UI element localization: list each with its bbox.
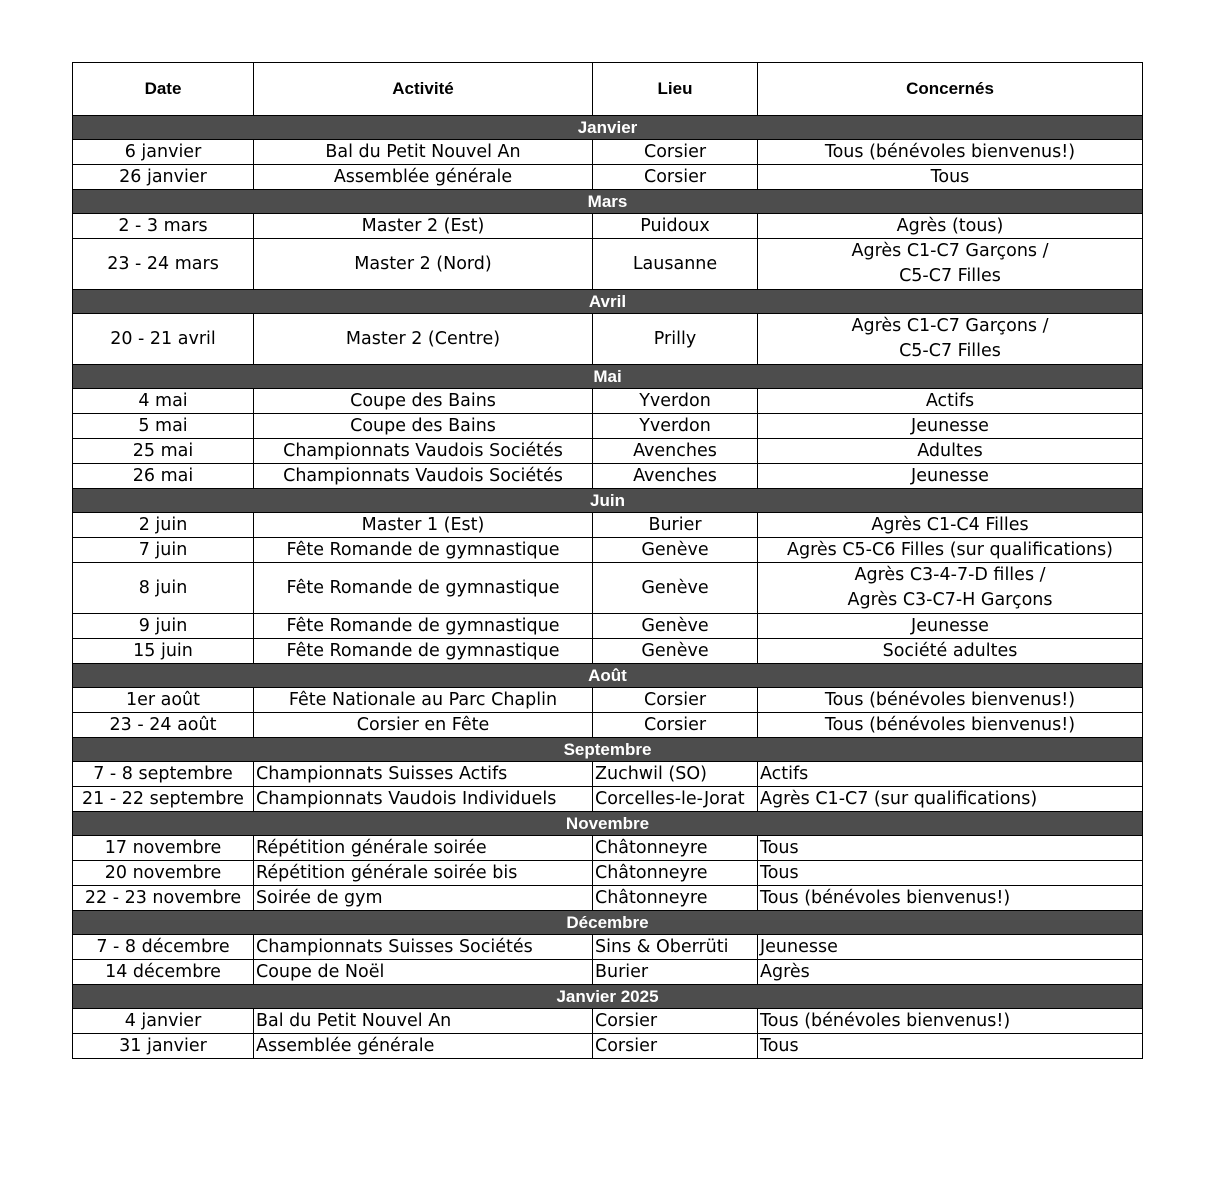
cell-date: 20 - 21 avril <box>73 314 254 365</box>
cell-concernes <box>758 861 1143 886</box>
month-label: Août <box>73 664 1143 688</box>
cell-activite: Master 2 (Est) <box>254 214 593 239</box>
cell-activite: Bal du Petit Nouvel An <box>254 1009 593 1034</box>
table-row <box>73 538 1143 563</box>
cell-date: 25 mai <box>73 439 254 464</box>
cell-date: 26 janvier <box>73 165 254 190</box>
schedule-body <box>73 116 1143 1059</box>
cell-lieu: Avenches <box>593 464 758 489</box>
concernes-line: Agrès (tous) <box>896 216 1004 236</box>
concernes-line: Tous (bénévoles bienvenus!) <box>760 1011 1011 1031</box>
cell-date: 1er août <box>73 688 254 713</box>
cell-concernes <box>758 538 1143 563</box>
concernes-line: Tous (bénévoles bienvenus!) <box>824 142 1076 162</box>
cell-concernes <box>758 960 1143 985</box>
month-header-row <box>73 365 1143 389</box>
cell-activite: Bal du Petit Nouvel An <box>254 140 593 165</box>
cell-concernes <box>758 439 1143 464</box>
cell-activite: Championnats Vaudois Sociétés <box>254 464 593 489</box>
cell-concernes <box>758 214 1143 239</box>
concernes-line: Actifs <box>760 764 809 784</box>
cell-date: 21 - 22 septembre <box>73 787 254 812</box>
header-concernes: Concernés <box>758 63 1143 116</box>
concernes-line: C5-C7 Filles <box>899 266 1001 286</box>
month-label: Juin <box>73 489 1143 513</box>
cell-date: 8 juin <box>73 563 254 614</box>
concernes-line: Agrès C1-C4 Filles <box>871 515 1029 535</box>
cell-lieu: Sins & Oberrüti <box>593 935 758 960</box>
concernes-line: Agrès <box>760 962 810 982</box>
cell-concernes <box>758 563 1143 614</box>
cell-activite: Fête Nationale au Parc Chaplin <box>254 688 593 713</box>
month-header-row <box>73 738 1143 762</box>
table-row <box>73 787 1143 812</box>
cell-lieu: Avenches <box>593 439 758 464</box>
cell-concernes <box>758 688 1143 713</box>
cell-activite: Assemblée générale <box>254 1034 593 1059</box>
concernes-line: Tous (bénévoles bienvenus!) <box>824 715 1076 735</box>
cell-concernes <box>758 140 1143 165</box>
cell-date: 17 novembre <box>73 836 254 861</box>
concernes-line: C5-C7 Filles <box>899 341 1001 361</box>
month-header-row <box>73 290 1143 314</box>
concernes-line: Société adultes <box>882 641 1018 661</box>
cell-date: 31 janvier <box>73 1034 254 1059</box>
cell-date: 5 mai <box>73 414 254 439</box>
table-row <box>73 762 1143 787</box>
cell-lieu: Genève <box>593 639 758 664</box>
month-label: Septembre <box>73 738 1143 762</box>
concernes-line: Jeunesse <box>911 616 989 636</box>
cell-concernes <box>758 762 1143 787</box>
table-row <box>73 713 1143 738</box>
concernes-line: Adultes <box>917 441 983 461</box>
table-row <box>73 836 1143 861</box>
month-label: Avril <box>73 290 1143 314</box>
cell-lieu: Châtonneyre <box>593 836 758 861</box>
cell-lieu: Genève <box>593 563 758 614</box>
table-row <box>73 140 1143 165</box>
header-lieu: Lieu <box>593 63 758 116</box>
cell-activite: Championnats Suisses Sociétés <box>254 935 593 960</box>
table-row <box>73 688 1143 713</box>
concernes-line: Agrès C1-C7 (sur qualifications) <box>760 789 1038 809</box>
table-row <box>73 1034 1143 1059</box>
table-row <box>73 513 1143 538</box>
cell-activite: Fête Romande de gymnastique <box>254 538 593 563</box>
concernes-line: Tous (bénévoles bienvenus!) <box>824 690 1076 710</box>
month-label: Novembre <box>73 812 1143 836</box>
table-row <box>73 389 1143 414</box>
month-header-row <box>73 190 1143 214</box>
cell-lieu: Corsier <box>593 165 758 190</box>
month-label: Décembre <box>73 911 1143 935</box>
cell-lieu: Corcelles-le-Jorat <box>593 787 758 812</box>
concernes-line: Agrès C3-4-7-D filles / <box>854 565 1046 585</box>
cell-activite: Master 2 (Nord) <box>254 239 593 290</box>
cell-activite: Fête Romande de gymnastique <box>254 614 593 639</box>
concernes-line: Tous <box>930 167 970 187</box>
header-activite: Activité <box>254 63 593 116</box>
cell-activite: Master 2 (Centre) <box>254 314 593 365</box>
concernes-line: Tous <box>760 1036 799 1056</box>
table-row <box>73 414 1143 439</box>
header-date: Date <box>73 63 254 116</box>
concernes-line: Actifs <box>925 391 975 411</box>
month-header-row <box>73 812 1143 836</box>
table-row <box>73 239 1143 290</box>
cell-concernes <box>758 1009 1143 1034</box>
concernes-line: Agrès C5-C6 Filles (sur qualifications) <box>786 540 1114 560</box>
cell-lieu: Châtonneyre <box>593 861 758 886</box>
table-row <box>73 861 1143 886</box>
cell-date: 2 juin <box>73 513 254 538</box>
table-row <box>73 314 1143 365</box>
cell-date: 7 juin <box>73 538 254 563</box>
cell-activite: Corsier en Fête <box>254 713 593 738</box>
cell-date: 6 janvier <box>73 140 254 165</box>
cell-concernes <box>758 1034 1143 1059</box>
cell-activite: Répétition générale soirée <box>254 836 593 861</box>
cell-concernes <box>758 464 1143 489</box>
cell-lieu: Lausanne <box>593 239 758 290</box>
cell-lieu: Corsier <box>593 688 758 713</box>
cell-concernes <box>758 836 1143 861</box>
concernes-line: Tous <box>760 838 799 858</box>
cell-concernes <box>758 314 1143 365</box>
cell-concernes <box>758 639 1143 664</box>
cell-date: 23 - 24 août <box>73 713 254 738</box>
table-row <box>73 639 1143 664</box>
concernes-line: Tous (bénévoles bienvenus!) <box>760 888 1011 908</box>
cell-concernes <box>758 513 1143 538</box>
cell-concernes <box>758 389 1143 414</box>
cell-activite: Coupe de Noël <box>254 960 593 985</box>
table-row <box>73 464 1143 489</box>
concernes-line: Agrès C3-C7-H Garçons <box>847 590 1053 610</box>
schedule-table <box>72 62 1143 1059</box>
cell-date: 15 juin <box>73 639 254 664</box>
concernes-line: Tous <box>760 863 799 883</box>
concernes-line: Agrès C1-C7 Garçons / <box>851 316 1049 336</box>
concernes-line: Agrès C1-C7 Garçons / <box>851 241 1049 261</box>
cell-date: 22 - 23 novembre <box>73 886 254 911</box>
month-header-row <box>73 985 1143 1009</box>
cell-lieu: Châtonneyre <box>593 886 758 911</box>
cell-date: 2 - 3 mars <box>73 214 254 239</box>
concernes-line: Jeunesse <box>760 937 838 957</box>
cell-lieu: Corsier <box>593 140 758 165</box>
table-row <box>73 563 1143 614</box>
cell-lieu: Yverdon <box>593 389 758 414</box>
month-label: Mars <box>73 190 1143 214</box>
table-row <box>73 960 1143 985</box>
table-row <box>73 1009 1143 1034</box>
cell-date: 20 novembre <box>73 861 254 886</box>
cell-lieu: Yverdon <box>593 414 758 439</box>
cell-activite: Répétition générale soirée bis <box>254 861 593 886</box>
table-row <box>73 165 1143 190</box>
cell-lieu: Burier <box>593 513 758 538</box>
cell-concernes <box>758 713 1143 738</box>
table-row <box>73 614 1143 639</box>
table-row <box>73 886 1143 911</box>
cell-lieu: Prilly <box>593 314 758 365</box>
month-header-row <box>73 116 1143 140</box>
cell-concernes <box>758 239 1143 290</box>
cell-lieu: Corsier <box>593 713 758 738</box>
concernes-line: Jeunesse <box>911 466 989 486</box>
cell-activite: Master 1 (Est) <box>254 513 593 538</box>
month-header-row <box>73 911 1143 935</box>
cell-date: 7 - 8 septembre <box>73 762 254 787</box>
cell-concernes <box>758 165 1143 190</box>
cell-lieu: Genève <box>593 538 758 563</box>
cell-activite: Coupe des Bains <box>254 389 593 414</box>
cell-activite: Assemblée générale <box>254 165 593 190</box>
cell-activite: Soirée de gym <box>254 886 593 911</box>
cell-activite: Championnats Vaudois Sociétés <box>254 439 593 464</box>
cell-lieu: Corsier <box>593 1034 758 1059</box>
header-row <box>73 63 1143 116</box>
cell-date: 9 juin <box>73 614 254 639</box>
month-label: Janvier <box>73 116 1143 140</box>
cell-lieu: Puidoux <box>593 214 758 239</box>
cell-concernes <box>758 414 1143 439</box>
month-header-row <box>73 664 1143 688</box>
month-label: Janvier 2025 <box>73 985 1143 1009</box>
cell-concernes <box>758 787 1143 812</box>
cell-date: 4 mai <box>73 389 254 414</box>
cell-lieu: Burier <box>593 960 758 985</box>
cell-date: 4 janvier <box>73 1009 254 1034</box>
cell-activite: Fête Romande de gymnastique <box>254 639 593 664</box>
cell-lieu: Zuchwil (SO) <box>593 762 758 787</box>
cell-activite: Championnats Vaudois Individuels <box>254 787 593 812</box>
cell-activite: Coupe des Bains <box>254 414 593 439</box>
cell-date: 14 décembre <box>73 960 254 985</box>
month-header-row <box>73 489 1143 513</box>
cell-lieu: Corsier <box>593 1009 758 1034</box>
month-label: Mai <box>73 365 1143 389</box>
table-row <box>73 935 1143 960</box>
cell-concernes <box>758 886 1143 911</box>
cell-activite: Championnats Suisses Actifs <box>254 762 593 787</box>
cell-lieu: Genève <box>593 614 758 639</box>
concernes-line: Jeunesse <box>911 416 989 436</box>
cell-concernes <box>758 614 1143 639</box>
cell-date: 7 - 8 décembre <box>73 935 254 960</box>
cell-concernes <box>758 935 1143 960</box>
cell-date: 26 mai <box>73 464 254 489</box>
cell-activite: Fête Romande de gymnastique <box>254 563 593 614</box>
table-row <box>73 439 1143 464</box>
cell-date: 23 - 24 mars <box>73 239 254 290</box>
table-row <box>73 214 1143 239</box>
